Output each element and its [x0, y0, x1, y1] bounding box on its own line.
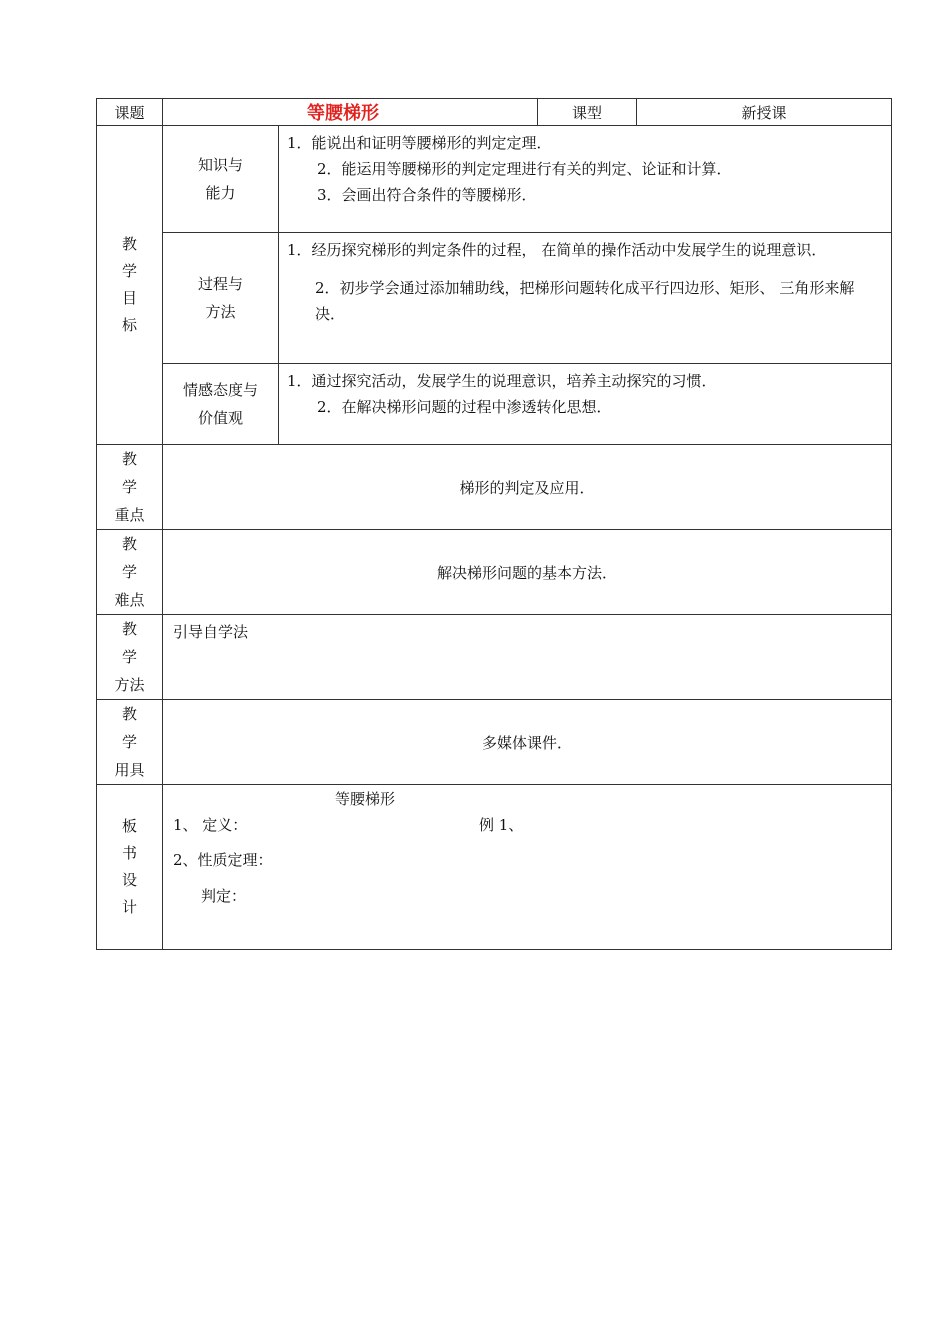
- methods-content: 引导自学法: [163, 615, 892, 700]
- objective-knowledge-row: [97, 126, 892, 233]
- objectives-label-char: 教: [121, 235, 137, 253]
- emotion-item: 2．在解决梯形问题的过程中渗透转化思想．: [317, 398, 612, 416]
- knowledge-item: 2．能运用等腰梯形的判定定理进行有关的判定、论证和计算．: [317, 160, 732, 178]
- objectives-label-char: 目: [121, 289, 137, 307]
- difficulties-row: [97, 530, 892, 615]
- difficulties-label-line: 教学: [121, 535, 159, 581]
- objectives-label: [97, 126, 163, 445]
- tools-label-line: 用具: [114, 761, 145, 779]
- tools-row: [97, 700, 892, 785]
- topic-title: 等腰梯形: [163, 99, 538, 126]
- process-content: [279, 233, 892, 364]
- emotion-content: [279, 364, 892, 445]
- process-item: 1．经历探究梯形的判定条件的过程， 在简单的操作活动中发展学生的说理意识．: [287, 241, 827, 259]
- emotion-label-line: 价值观: [197, 409, 243, 427]
- difficulties-label-line: 难点: [114, 591, 145, 609]
- methods-label-line: 教学: [121, 620, 159, 666]
- key-points-row: [97, 445, 892, 530]
- knowledge-label-line: 知识与: [197, 156, 243, 174]
- emotion-item: 1．通过探究活动，发展学生的说理意识，培养主动探究的习惯．: [287, 372, 717, 390]
- header-row: [97, 99, 892, 126]
- objective-process-row: [97, 233, 892, 364]
- key-points-label-line: 教学: [121, 450, 159, 496]
- board-label: [97, 785, 163, 950]
- knowledge-item: 3．会画出符合条件的等腰梯形．: [317, 186, 537, 204]
- lesson-plan-table: [96, 98, 892, 950]
- process-label-line: 方法: [205, 303, 236, 321]
- objectives-label-char: 标: [121, 316, 137, 334]
- process-label: [163, 233, 279, 364]
- board-row: [97, 785, 892, 950]
- process-label-line: 过程与: [197, 275, 243, 293]
- tools-content: 多媒体课件．: [163, 700, 892, 785]
- methods-row: [97, 615, 892, 700]
- knowledge-label-line: 能力: [205, 184, 236, 202]
- process-item: 2．初步学会通过添加辅助线，把梯形问题转化成平行四边形、矩形、 三角形来解决．: [315, 279, 855, 323]
- board-label-char: 计: [121, 898, 137, 916]
- board-example: 例 1、: [479, 816, 524, 834]
- methods-label-line: 方法: [114, 676, 145, 694]
- lesson-type-value: 新授课: [637, 99, 892, 126]
- key-points-content: 梯形的判定及应用．: [163, 445, 892, 530]
- board-label-char: 设: [121, 871, 137, 889]
- knowledge-content: [279, 126, 892, 233]
- tools-label: [97, 700, 163, 785]
- board-label-char: 书: [121, 844, 137, 862]
- knowledge-label: [163, 126, 279, 233]
- board-property: 2、性质定理：: [173, 851, 273, 869]
- emotion-label-line: 情感态度与: [182, 381, 258, 399]
- objectives-label-char: 学: [121, 262, 137, 280]
- objective-emotion-row: [97, 364, 892, 445]
- board-definition: 1、 定义：: [173, 816, 248, 834]
- board-judgement: 判定：: [201, 887, 247, 905]
- difficulties-label: [97, 530, 163, 615]
- emotion-label: [163, 364, 279, 445]
- topic-label: 课题: [97, 99, 163, 126]
- board-content: [163, 785, 892, 950]
- board-label-char: 板: [121, 817, 137, 835]
- methods-label: [97, 615, 163, 700]
- lesson-type-label: 课型: [538, 99, 637, 126]
- key-points-label-line: 重点: [114, 506, 145, 524]
- difficulties-content: 解决梯形问题的基本方法．: [163, 530, 892, 615]
- knowledge-item: 1．能说出和证明等腰梯形的判定定理．: [287, 134, 552, 152]
- board-title: 等腰梯形: [335, 790, 396, 808]
- tools-label-line: 教学: [121, 705, 159, 751]
- key-points-label: [97, 445, 163, 530]
